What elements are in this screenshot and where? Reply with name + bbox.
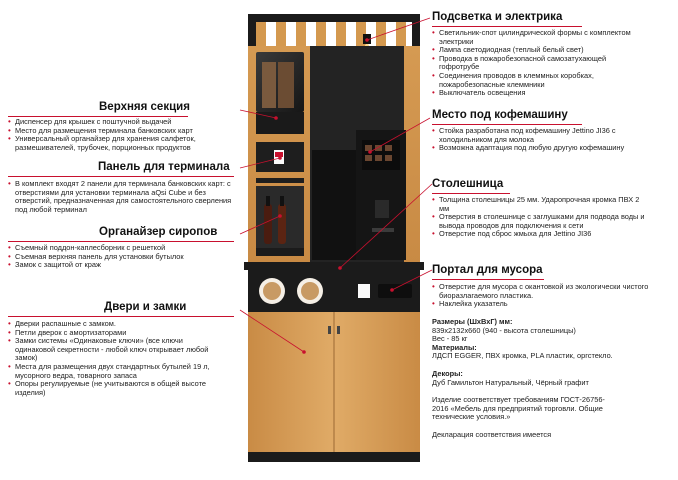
list-item: • Съемная верхняя панель для установки бутылок — [8, 253, 240, 262]
coffee-title: Место под кофемашину — [432, 109, 568, 121]
weight-value: Вес - 85 кг — [432, 334, 468, 344]
list-item: • Съемный поддон-каплесборник с решеткой — [8, 244, 240, 253]
standard-text: Изделие соответствует требованиям ГОСТ-26756-2016 «Мебель для предприятий торговли. Общие технические условия.» — [432, 395, 605, 422]
list-item: • Лампа светодиодная (теплый белый свет) — [432, 46, 637, 55]
lighting-title: Подсветка и электрика — [432, 11, 563, 23]
list-item: • Возможна адаптация под любую другую кофемашину — [432, 144, 647, 153]
decor-value: Дуб Гамильтон Натуральный, Чёрный графит — [432, 377, 589, 387]
list-item: • Универсальный органайзер для хранения салфеток, размешивателей, трубочек, порционных продуктов — [8, 135, 240, 152]
list-item: • Толщина столешницы 25 мм. Ударопрочная кромка ПВХ 2 мм — [432, 196, 647, 213]
doors-title: Двери и замки — [104, 301, 187, 313]
countertop-title: Столешница — [432, 178, 504, 190]
declaration-text: Декларация соответствия имеется — [432, 429, 552, 439]
countertop-list — [432, 196, 647, 239]
list-item: • Петли дверок с амортизаторами — [8, 329, 218, 338]
list-item: • Диспенсер для крышек с поштучной выдачей — [8, 118, 240, 127]
trash-list — [432, 283, 652, 309]
list-item: • Отверстие под сброс жмыха для Jettino JI36 — [432, 230, 647, 239]
list-item: • Светильник-спот цилиндрической формы с комплектом электрики — [432, 29, 637, 46]
list-item: • Отверстия в столешнице с заглушками для подвода воды и вывода проводов для подключения к сети — [432, 213, 647, 230]
list-item: • Дверки распашные с замком. — [8, 320, 218, 329]
specs-block — [432, 318, 652, 440]
trash-title: Портал для мусора — [432, 264, 543, 276]
lighting-list — [432, 29, 637, 98]
syrups-list — [8, 244, 240, 270]
list-item: • Опоры регулируемые (не учитываются в общей высоте изделия) — [8, 380, 218, 397]
size-value: 839х2132х660 (940 - высота столешницы) — [432, 325, 576, 335]
list-item: • Стойка разработана под кофемашину Jettino JI36 с холодильником для молока — [432, 127, 647, 144]
list-item: • Места для размещения двух стандартных бутылей 19 л, мусорного ведра, товарного запаса — [8, 363, 218, 380]
list-item: • Место для размещения терминала банковских карт — [8, 127, 240, 136]
list-item: • В комплект входят 2 панели для терминала банковских карт: с отверстиями для установки терминала aQsi Cube и без отверстий, предназначенная для самостоятельного сверления под любой терминал — [8, 180, 242, 214]
syrups-title: Органайзер сиропов — [99, 226, 218, 238]
list-item: • Отверстие для мусора с окантовкой из экологически чистого биоразлагаемого пластика. — [432, 283, 652, 300]
upper-title: Верхняя секция — [99, 101, 190, 113]
terminal-list — [8, 180, 242, 214]
list-item: • Замки системы «Одинаковые ключи» (все ключи одинаковой секретности - любой ключ открывает любой замок) — [8, 337, 218, 363]
doors-list — [8, 320, 218, 397]
list-item: • Выключатель освещения — [432, 89, 637, 98]
size-label: Размеры (ШхВхГ) мм: — [432, 317, 513, 326]
materials-value: ЛДСП EGGER, ПВХ кромка, PLA пластик, оргстекло. — [432, 351, 613, 361]
list-item: • Проводка в пожаробезопасной самозатухающей гофротрубе — [432, 55, 637, 72]
list-item: • Замок с защитой от краж — [8, 261, 240, 270]
list-item: • Наклейка указатель — [432, 300, 652, 309]
coffee-list — [432, 127, 647, 153]
materials-label: Материалы: — [432, 342, 477, 352]
upper-list — [8, 118, 240, 152]
terminal-title: Панель для терминала — [98, 161, 230, 173]
cabinet-body — [244, 14, 424, 462]
decor-label: Декоры: — [432, 368, 463, 378]
list-item: • Соединения проводов в клеммных коробках, пожаробезопасные клеммники — [432, 72, 637, 89]
